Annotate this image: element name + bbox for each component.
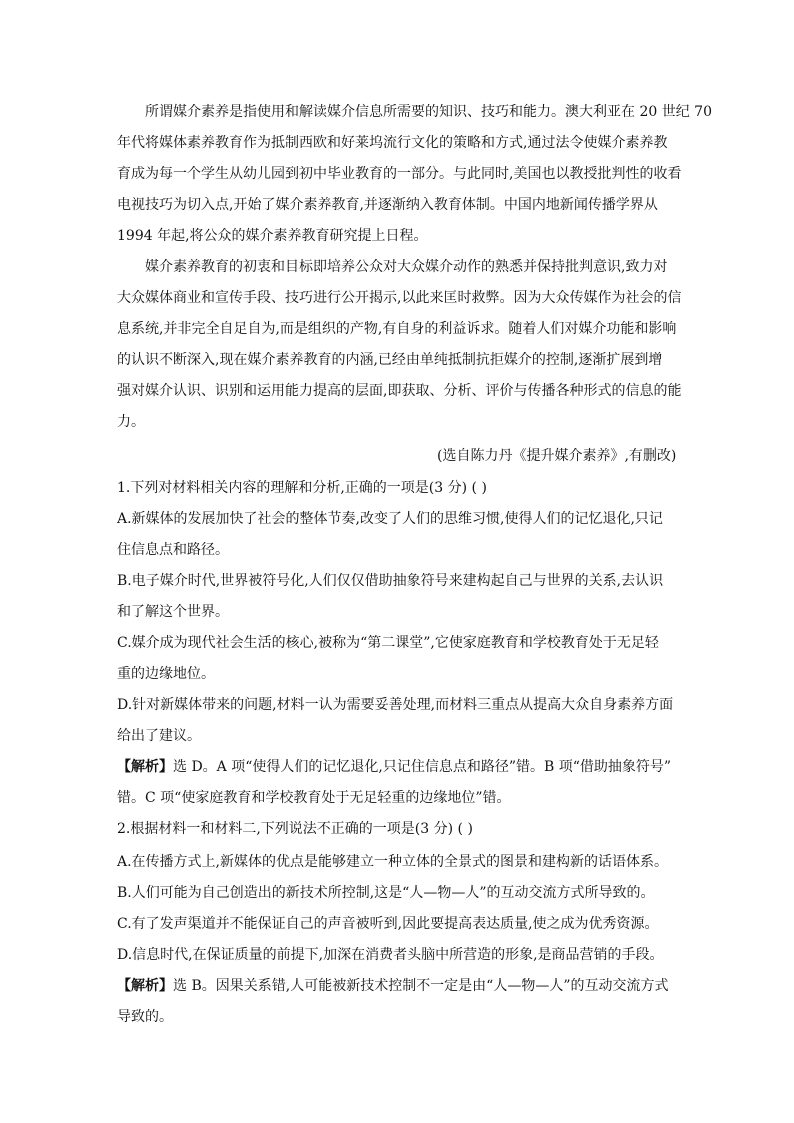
question1-stem: 1.下列对材料相关内容的理解和分析,正确的一项是(3 分) ( ) — [117, 480, 487, 496]
paragraph1-line-4: 电视技巧为切入点,开始了媒介素养教育,并逐渐纳入教育体制。中国内地新闻传播学界从 — [117, 197, 658, 213]
paragraph2-line-6: 力。 — [117, 414, 145, 430]
source-citation: (选自陈力丹《提升媒介素养》,有删改) — [437, 448, 677, 464]
question2-stem: 2.根据材料一和材料二,下列说法不正确的一项是(3 分) ( ) — [117, 821, 473, 837]
paragraph2-line-4: 的认识不断深入,现在媒介素养教育的内涵,已经由单纯抵制抗拒媒介的控制,逐渐扩展到增 — [117, 352, 663, 368]
question1-option-d-line-1: D.针对新媒体带来的问题,材料一认为需要妥善处理,而材料三重点从提高大众自身素养方面 — [117, 697, 674, 713]
question1-option-a-line-1: A.新媒体的发展加快了社会的整体节奏,改变了人们的思维习惯,使得人们的记忆退化,只记 — [117, 511, 663, 527]
question1-analysis-line-1 — [117, 758, 717, 776]
question1-option-c-line-2: 重的边缘地位。 — [117, 666, 215, 682]
question2-option-a: A.在传播方式上,新媒体的优点是能够建立一种立体的全景式的图景和建构新的话语体系。 — [117, 854, 669, 870]
question2-option-c: C.有了发声渠道并不能保证自己的声音被听到,因此要提高表达质量,使之成为优秀资源。 — [117, 916, 659, 932]
question1-option-a-line-2: 住信息点和路径。 — [117, 542, 229, 558]
question1-option-b-line-2: 和了解这个世界。 — [117, 604, 229, 620]
paragraph1-line-5: 1994 年起,将公众的媒介素养教育研究提上日程。 — [117, 228, 428, 244]
question2-option-b: B.人们可能为自己创造出的新技术所控制,这是“人—物—人”的互动交流方式所导致的。 — [117, 885, 655, 901]
question2-analysis-text: 选 B。因果关系错,人可能被新技术控制不一定是由“人—物—人”的互动交流方式 — [173, 978, 669, 994]
paragraph1-line-2: 年代将媒体素养教育作为抵制西欧和好莱坞流行文化的策略和方式,通过法令使媒介素养教 — [117, 135, 668, 151]
question2-analysis-tag: 【解析】 — [117, 978, 173, 994]
question2-analysis-line-2: 导致的。 — [117, 1009, 173, 1025]
paragraph1-line-1: 所谓媒介素养是指使用和解读媒介信息所需要的知识、技巧和能力。澳大利亚在 20 世纪 70 — [145, 104, 712, 120]
paragraph2-line-3: 息系统,并非完全自足自为,而是组织的产物,有自身的利益诉求。随着人们对媒介功能和影响 — [117, 321, 677, 337]
paragraph1-line-3: 育成为每一个学生从幼儿园到初中毕业教育的一部分。与此同时,美国也以教授批判性的收看 — [117, 166, 682, 182]
question1-option-b-line-1: B.电子媒介时代,世界被符号化,人们仅仅借助抽象符号来建构起自己与世界的关系,去认识 — [117, 573, 664, 589]
paragraph2-line-2: 大众媒体商业和宣传手段、技巧进行公开揭示,以此来匡时救弊。因为大众传媒作为社会的信 — [117, 290, 682, 306]
question1-option-c-line-1: C.媒介成为现代社会生活的核心,被称为“第二课堂”,它使家庭教育和学校教育处于无足轻 — [117, 635, 659, 651]
question1-option-d-line-2: 给出了建议。 — [117, 728, 201, 744]
question2-analysis-line-1 — [117, 977, 717, 995]
paragraph2-line-1: 媒介素养教育的初衷和目标即培养公众对大众媒介动作的熟悉并保持批判意识,致力对 — [145, 259, 668, 275]
question1-analysis-text: 选 D。A 项“使得人们的记忆退化,只记住信息点和路径”错。B 项“借助抽象符号” — [173, 759, 672, 775]
question1-analysis-tag: 【解析】 — [117, 759, 173, 775]
paragraph2-line-5: 强对媒介认识、识别和运用能力提高的层面,即获取、分析、评价与传播各种形式的信息的能 — [117, 383, 682, 399]
question2-option-d: D.信息时代,在保证质量的前提下,加深在消费者头脑中所营造的形象,是商品营销的手段。 — [117, 947, 664, 963]
question1-analysis-line-2: 错。C 项“使家庭教育和学校教育处于无足轻重的边缘地位”错。 — [117, 790, 511, 806]
